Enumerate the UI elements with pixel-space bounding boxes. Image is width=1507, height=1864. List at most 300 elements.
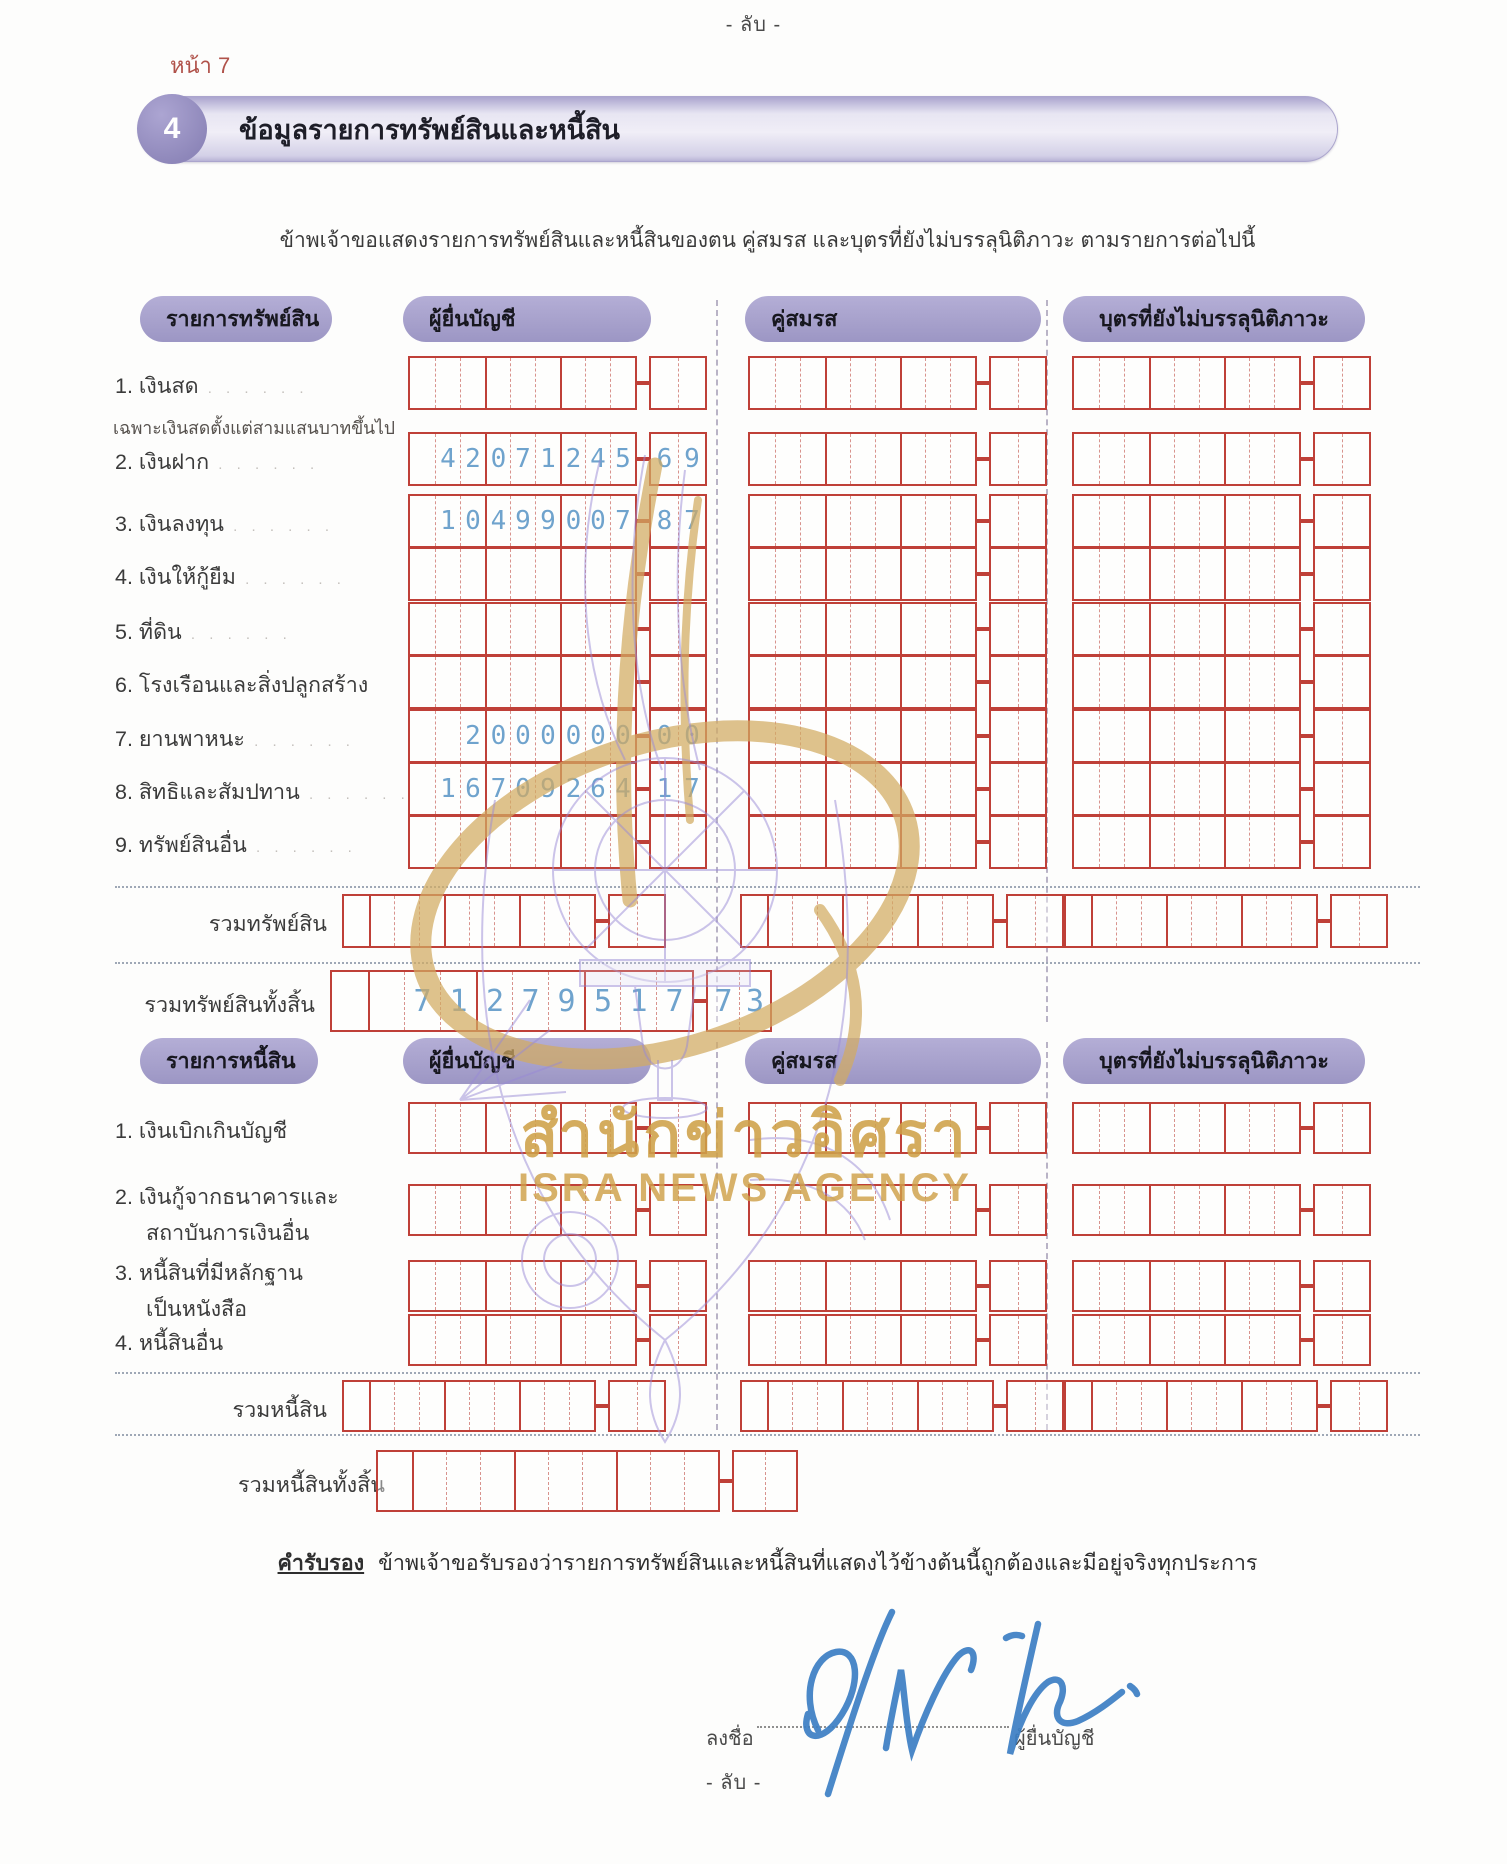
digit-cell xyxy=(950,1186,975,1234)
digit-cell: 4 xyxy=(585,434,610,484)
satang-cell xyxy=(651,1262,678,1310)
satang-connector xyxy=(637,1338,649,1342)
digit-cell xyxy=(850,604,875,654)
liability-box-declarant-2-satang xyxy=(649,1184,707,1236)
liability-box-children-1 xyxy=(1072,1104,1371,1152)
digit-cell xyxy=(825,1104,850,1152)
intro-text: ข้าพเจ้าขอแสดงรายการทรัพย์สินและหนี้สินของตน คู่สมรส และบุตรที่ยังไม่บรรลุนิติภาวะ ตามรายการต่อไปนี้ xyxy=(279,229,1256,252)
digit-cell xyxy=(767,1382,792,1430)
digit-cell xyxy=(775,764,800,814)
satang-cell xyxy=(678,549,705,599)
satang-cell xyxy=(1018,1104,1045,1152)
digit-cell xyxy=(510,358,535,408)
digit-cell xyxy=(850,1262,875,1310)
digit-cell: 4 xyxy=(610,764,635,814)
assets-grand-total-box-main xyxy=(330,970,694,1032)
satang-connector xyxy=(1301,381,1313,385)
liability-box-spouse-2-main xyxy=(748,1184,977,1236)
liability-row-label: 1. เงินเบิกเกินบัญชี xyxy=(115,1119,288,1143)
assets-grand-total-box xyxy=(330,972,772,1030)
digit-cell xyxy=(1074,711,1099,761)
digit-cell xyxy=(435,358,460,408)
digit-cell xyxy=(1074,1316,1099,1364)
digit-cell: 1 xyxy=(435,764,460,814)
digit-cell xyxy=(1249,1104,1274,1152)
digit-cell xyxy=(480,1452,514,1510)
satang-cell xyxy=(1315,1186,1342,1234)
digit-cell xyxy=(435,1186,460,1234)
digit-cell xyxy=(967,896,992,946)
satang-cell xyxy=(991,657,1018,707)
satang-cell: 7 xyxy=(678,764,705,814)
digit-cell xyxy=(548,1452,582,1510)
asset-box-declarant-5 xyxy=(408,604,707,654)
asset-box-children-2-satang xyxy=(1313,432,1371,486)
digit-cell xyxy=(1199,1316,1224,1364)
digit-cell xyxy=(585,657,610,707)
liability-box-spouse-1-main xyxy=(748,1102,977,1154)
digit-cell xyxy=(800,764,825,814)
asset-box-children-6-main xyxy=(1072,655,1301,709)
liability-box-spouse-2 xyxy=(748,1186,1047,1234)
satang-cell xyxy=(651,604,678,654)
digit-cell xyxy=(469,896,494,946)
digit-cell xyxy=(1174,1262,1199,1310)
digit-cell xyxy=(585,1262,610,1310)
digit-cell xyxy=(1116,896,1141,946)
satang-connector xyxy=(977,734,989,738)
digit-cell xyxy=(750,358,775,408)
satang-cell xyxy=(1342,358,1369,408)
asset-box-children-6 xyxy=(1072,657,1371,707)
digit-cell xyxy=(867,1382,892,1430)
satang-cell xyxy=(1018,1262,1045,1310)
digit-cell xyxy=(544,1382,569,1430)
digit-cell xyxy=(435,604,460,654)
digit-cell xyxy=(950,496,975,546)
digit-cell xyxy=(800,1186,825,1234)
digit-cell: 0 xyxy=(585,496,610,546)
digit-cell: 7 xyxy=(656,972,692,1030)
asset-box-declarant-2-main xyxy=(408,432,637,486)
satang-cell xyxy=(651,1104,678,1152)
digit-cell xyxy=(1099,711,1124,761)
assets-section-pill: รายการทรัพย์สิน xyxy=(140,296,332,342)
digit-cell: 4 xyxy=(485,496,510,546)
satang-connector xyxy=(637,840,649,844)
digit-cell xyxy=(925,496,950,546)
digit-cell xyxy=(892,896,917,946)
watermark-thai-text: สำนักข่าวอิศรา xyxy=(520,1101,970,1170)
digit-cell xyxy=(967,1382,992,1430)
satang-cell xyxy=(991,1186,1018,1234)
digit-cell xyxy=(775,1316,800,1364)
satang-cell xyxy=(678,358,705,408)
digit-cell xyxy=(460,1262,485,1310)
satang-connector xyxy=(977,519,989,523)
asset-row-label: 6. โรงเรือนและสิ่งปลูกสร้าง xyxy=(115,673,369,697)
digit-cell xyxy=(950,549,975,599)
liabilities-grand-total-box-satang xyxy=(732,1450,798,1512)
digit-cell xyxy=(650,1452,684,1510)
satang-cell xyxy=(1008,1382,1035,1430)
digit-cell xyxy=(1099,1104,1124,1152)
dotted-leader: . . . . . . xyxy=(209,456,320,473)
liability-row-label-2: เป็นหนังสือ xyxy=(146,1297,248,1321)
satang-connector xyxy=(1301,840,1313,844)
satang-connector xyxy=(1301,572,1313,576)
asset-box-children-7 xyxy=(1072,711,1371,761)
digit-cell xyxy=(1166,1382,1191,1430)
asset-box-spouse-9-satang xyxy=(989,815,1047,869)
digit-cell xyxy=(1124,1186,1149,1234)
digit-cell xyxy=(875,817,900,867)
digit-cell xyxy=(1199,358,1224,408)
digit-cell xyxy=(410,1262,435,1310)
digit-cell xyxy=(519,1382,544,1430)
digit-cell: 1 xyxy=(620,972,656,1030)
satang-connector xyxy=(1301,1126,1313,1130)
digit-cell xyxy=(1274,764,1299,814)
digit-cell xyxy=(742,1382,767,1430)
asset-box-declarant-6-main xyxy=(408,655,637,709)
digit-cell: 6 xyxy=(460,764,485,814)
satang-cell xyxy=(651,549,678,599)
digit-cell xyxy=(446,1452,480,1510)
digit-cell xyxy=(917,896,942,946)
asset-box-children-8 xyxy=(1072,764,1371,814)
satang-cell xyxy=(678,1262,705,1310)
digit-cell xyxy=(1099,817,1124,867)
liability-box-children-1-satang xyxy=(1313,1102,1371,1154)
signature-prefix-label: ลงชื่อ xyxy=(706,1728,754,1750)
assets-total-box-declarant-satang xyxy=(608,894,666,948)
digit-cell xyxy=(1091,896,1116,946)
digit-cell: 4 xyxy=(435,434,460,484)
asset-box-children-4-main xyxy=(1072,547,1301,601)
digit-cell xyxy=(1174,1104,1199,1152)
asset-box-declarant-4 xyxy=(408,549,707,599)
satang-connector xyxy=(637,1126,649,1130)
asset-box-declarant-8-main xyxy=(408,762,637,816)
satang-connector xyxy=(977,787,989,791)
digit-cell xyxy=(368,972,404,1030)
liabilities-total-box-spouse-main xyxy=(740,1380,994,1432)
digit-cell xyxy=(800,1104,825,1152)
digit-cell: 0 xyxy=(560,496,585,546)
digit-cell xyxy=(535,549,560,599)
satang-connector xyxy=(637,572,649,576)
digit-cell xyxy=(485,604,510,654)
liability-row-label: 4. หนี้สินอื่น xyxy=(115,1331,224,1355)
digit-cell xyxy=(460,657,485,707)
dotted-leader: . . . . . . xyxy=(246,839,357,856)
digit-cell xyxy=(750,1316,775,1364)
digit-cell xyxy=(535,358,560,408)
digit-cell xyxy=(750,434,775,484)
digit-cell xyxy=(792,1382,817,1430)
satang-cell xyxy=(678,1186,705,1234)
digit-cell xyxy=(1174,604,1199,654)
digit-cell xyxy=(332,972,368,1030)
asset-box-declarant-2 xyxy=(408,434,707,484)
satang-cell: 6 xyxy=(656,444,673,474)
digit-cell xyxy=(817,1382,842,1430)
digit-cell xyxy=(825,1186,850,1234)
digit-cell xyxy=(875,358,900,408)
digit-cell xyxy=(1174,1316,1199,1364)
satang-connector xyxy=(977,572,989,576)
digit-cell xyxy=(435,1104,460,1152)
digit-cell xyxy=(917,1382,942,1430)
digit-cell xyxy=(850,496,875,546)
satang-cell xyxy=(651,1316,678,1364)
digit-cell: 7 xyxy=(485,764,510,814)
digit-cell xyxy=(825,1316,850,1364)
digit-cell xyxy=(925,711,950,761)
digit-cell xyxy=(1274,358,1299,408)
assets-col-children-pill: บุตรที่ยังไม่บรรลุนิติภาวะ xyxy=(1063,296,1365,342)
digit-cell xyxy=(344,896,369,946)
liability-row-label: 2. เงินกู้จากธนาคารและ xyxy=(115,1185,339,1209)
satang-connector xyxy=(977,1208,989,1212)
digit-cell xyxy=(410,1316,435,1364)
asset-box-declarant-7-main xyxy=(408,709,637,763)
assets-total-box-children-satang xyxy=(1330,894,1388,948)
digit-cell xyxy=(419,896,444,946)
digit-cell xyxy=(410,1186,435,1234)
digit-cell xyxy=(950,764,975,814)
digit-cell xyxy=(560,657,585,707)
digit-cell xyxy=(1249,657,1274,707)
satang-cell xyxy=(1315,1104,1342,1152)
satang-cell xyxy=(991,711,1018,761)
digit-cell xyxy=(1149,657,1174,707)
asset-box-children-5 xyxy=(1072,604,1371,654)
digit-cell xyxy=(767,896,792,946)
digit-cell xyxy=(1074,549,1099,599)
satang-cell xyxy=(1018,358,1045,408)
asset-box-declarant-4-satang xyxy=(649,547,707,601)
asset-box-children-6-satang xyxy=(1313,655,1371,709)
digit-cell xyxy=(560,549,585,599)
digit-cell xyxy=(825,817,850,867)
digit-cell xyxy=(410,496,435,546)
digit-cell xyxy=(950,1104,975,1152)
liability-box-declarant-3-satang xyxy=(649,1260,707,1312)
digit-cell: 2 xyxy=(476,972,512,1030)
digit-cell xyxy=(1199,1186,1224,1234)
digit-cell xyxy=(925,657,950,707)
digit-cell xyxy=(1224,1262,1249,1310)
digit-cell xyxy=(1124,549,1149,599)
liability-box-children-4 xyxy=(1072,1316,1371,1364)
asset-box-spouse-6-satang xyxy=(989,655,1047,709)
digit-cell xyxy=(1274,496,1299,546)
asset-box-declarant-4-main xyxy=(408,547,637,601)
satang-cell xyxy=(1315,549,1342,599)
digit-cell xyxy=(494,1382,519,1430)
satang-connector xyxy=(596,1404,608,1408)
digit-cell xyxy=(850,1316,875,1364)
digit-cell xyxy=(560,1316,585,1364)
digit-cell xyxy=(842,1382,867,1430)
digit-cell xyxy=(1291,896,1316,946)
satang-cell xyxy=(1018,1316,1045,1364)
asset-box-spouse-5-satang xyxy=(989,602,1047,656)
satang-connector xyxy=(977,1284,989,1288)
satang-cell xyxy=(1018,764,1045,814)
digit-cell xyxy=(1116,1382,1141,1430)
digit-cell xyxy=(1124,657,1149,707)
digit-cell xyxy=(460,1186,485,1234)
satang-cell xyxy=(1018,711,1045,761)
digit-cell xyxy=(412,1452,446,1510)
satang-connector xyxy=(977,840,989,844)
digit-cell: 9 xyxy=(510,496,535,546)
digit-cell xyxy=(1174,1186,1199,1234)
digit-cell xyxy=(1074,604,1099,654)
liability-box-children-4-satang xyxy=(1313,1314,1371,1366)
liability-box-spouse-4-satang xyxy=(989,1314,1047,1366)
digit-cell: 1 xyxy=(440,972,476,1030)
asset-row-label: 7. ยานพาหนะ . . . . . . xyxy=(115,727,355,751)
digit-cell xyxy=(582,1452,616,1510)
digit-cell xyxy=(1149,496,1174,546)
liabilities-grand-total-box-main xyxy=(376,1450,720,1512)
digit-cell xyxy=(1149,1104,1174,1152)
digit-cell xyxy=(1149,434,1174,484)
liability-box-spouse-4-main xyxy=(748,1314,977,1366)
digit-cell xyxy=(925,604,950,654)
digit-cell xyxy=(850,549,875,599)
digit-cell xyxy=(900,1186,925,1234)
satang-cell xyxy=(1342,604,1369,654)
digit-cell xyxy=(1224,1104,1249,1152)
digit-cell xyxy=(585,1186,610,1234)
satang-connector xyxy=(977,627,989,631)
digit-cell xyxy=(585,604,610,654)
liability-box-declarant-4-main xyxy=(408,1314,637,1366)
satang-cell xyxy=(1342,1104,1369,1152)
digit-cell xyxy=(410,434,435,484)
digit-cell xyxy=(875,496,900,546)
satang-connector xyxy=(637,734,649,738)
digit-cell: 0 xyxy=(485,434,510,484)
digit-cell xyxy=(750,657,775,707)
digit-cell xyxy=(510,657,535,707)
digit-cell xyxy=(1199,764,1224,814)
digit-cell xyxy=(410,711,435,761)
digit-cell xyxy=(1124,764,1149,814)
asset-row-label: 2. เงินฝาก . . . . . . xyxy=(115,450,320,474)
digit-cell xyxy=(535,1262,560,1310)
satang-cell xyxy=(1342,1186,1369,1234)
satang-cell xyxy=(1035,896,1062,946)
satang-connector xyxy=(1318,919,1330,923)
liabilities-total-box-children xyxy=(1064,1382,1388,1430)
asset-box-children-1-satang xyxy=(1313,356,1371,410)
digit-cell xyxy=(1074,1262,1099,1310)
digit-cell xyxy=(560,817,585,867)
asset-box-spouse-1-main xyxy=(748,356,977,410)
satang-cell xyxy=(678,657,705,707)
satang-cell xyxy=(678,1316,705,1364)
digit-cell xyxy=(510,1104,535,1152)
satang-cell xyxy=(678,1104,705,1152)
digit-cell xyxy=(1249,1262,1274,1310)
digit-cell xyxy=(1274,817,1299,867)
digit-cell: 0 xyxy=(485,711,510,761)
digit-cell xyxy=(610,1316,635,1364)
asset-box-declarant-1-satang xyxy=(649,356,707,410)
digit-cell xyxy=(460,1104,485,1152)
liabilities-total-box-declarant-satang xyxy=(608,1380,666,1432)
digit-cell xyxy=(775,604,800,654)
digit-cell xyxy=(1099,1186,1124,1234)
satang-connector xyxy=(637,627,649,631)
liabilities-total-box-declarant xyxy=(342,1382,666,1430)
digit-cell xyxy=(485,549,510,599)
digit-cell xyxy=(900,434,925,484)
assets-grand-total-label: รวมทรัพย์สินทั้งสิ้น xyxy=(144,993,315,1017)
digit-cell xyxy=(1199,1104,1224,1152)
digit-cell xyxy=(875,549,900,599)
assets-total-box-declarant-main xyxy=(342,894,596,948)
digit-cell xyxy=(900,711,925,761)
digit-cell xyxy=(585,1316,610,1364)
satang-cell xyxy=(991,604,1018,654)
digit-cell xyxy=(1249,604,1274,654)
asset-box-spouse-7 xyxy=(748,711,1047,761)
satang-cell xyxy=(991,1104,1018,1152)
asset-box-declarant-2-satang xyxy=(649,432,707,486)
liability-box-children-2-main xyxy=(1072,1184,1301,1236)
digit-cell xyxy=(585,549,610,599)
asset-row-label: 5. ที่ดิน . . . . . . xyxy=(115,620,292,644)
digit-cell xyxy=(410,549,435,599)
satang-connector xyxy=(1318,1404,1330,1408)
digit-cell xyxy=(875,1316,900,1364)
digit-cell xyxy=(1149,764,1174,814)
digit-cell xyxy=(1191,1382,1216,1430)
satang-connector xyxy=(637,1284,649,1288)
digit-cell xyxy=(1074,1186,1099,1234)
asset-box-declarant-6 xyxy=(408,657,707,707)
liabilities-total-box-children-main xyxy=(1064,1380,1318,1432)
digit-cell xyxy=(1074,434,1099,484)
digit-cell xyxy=(1149,1186,1174,1234)
digit-cell xyxy=(892,1382,917,1430)
asset-box-spouse-7-satang xyxy=(989,709,1047,763)
assets-total-box-spouse-main xyxy=(740,894,994,948)
digit-cell xyxy=(950,434,975,484)
digit-cell xyxy=(1174,711,1199,761)
confidential-bottom-label: - ลับ - xyxy=(706,1772,762,1794)
digit-cell xyxy=(1174,549,1199,599)
digit-cell xyxy=(535,1316,560,1364)
digit-cell: 6 xyxy=(585,764,610,814)
satang-cell xyxy=(991,496,1018,546)
satang-cell xyxy=(991,434,1018,484)
digit-cell xyxy=(1099,549,1124,599)
digit-cell xyxy=(850,711,875,761)
digit-cell xyxy=(850,657,875,707)
asset-box-children-3-main xyxy=(1072,494,1301,548)
digit-cell xyxy=(875,604,900,654)
liabilities-grand-total-label: รวมหนี้สินทั้งสิ้น xyxy=(238,1473,385,1497)
satang-cell xyxy=(734,1452,765,1510)
